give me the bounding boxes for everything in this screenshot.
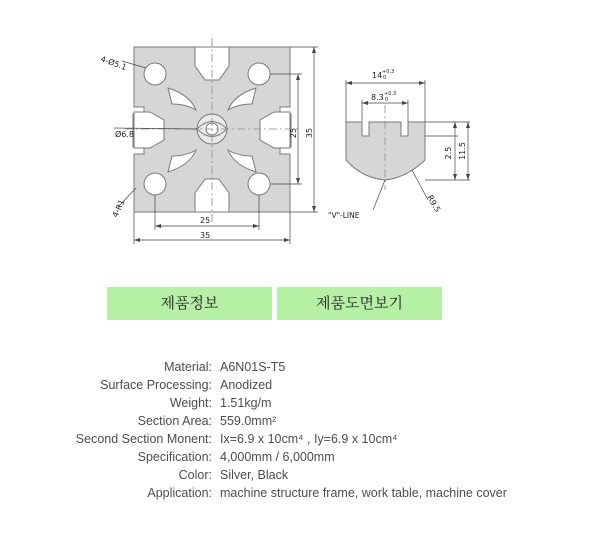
dim-right-inner: 25 [289, 127, 298, 139]
spec-row-surface [0, 378, 600, 396]
spec-row-second-moment [0, 432, 600, 450]
spec-label: Weight: [169, 396, 212, 410]
label-v-line: "V"-LINE [328, 211, 360, 220]
spec-row-weight [0, 396, 600, 414]
spec-row-specification [0, 450, 600, 468]
corner-hole [144, 173, 166, 195]
dim-width-inner: 8.3 [371, 93, 384, 102]
spec-value: A6N01S-T5 [220, 360, 286, 374]
label-center-hole: Ø6.8 [115, 130, 135, 139]
spec-label: Second Section Monent: [75, 432, 212, 446]
spec-row-color [0, 468, 600, 486]
spec-label: Application: [147, 486, 212, 500]
dim-height-large: 11.5 [458, 142, 467, 160]
spec-value: machine structure frame, work table, machine cover [220, 486, 507, 500]
tab-drawing-view[interactable]: 제품도면보기 [277, 287, 442, 320]
label-slot-radius: R9.5 [425, 193, 443, 214]
technical-drawing [0, 0, 600, 260]
spec-value: Ix=6.9 x 10cm⁴ , Iy=6.9 x 10cm⁴ [220, 432, 398, 446]
profile-cross-section [125, 38, 300, 222]
corner-hole [248, 173, 270, 195]
spec-value: Anodized [220, 378, 273, 392]
spec-row-section-area [0, 414, 600, 432]
spec-label: Surface Processing: [100, 378, 212, 392]
dim-right-outer: 35 [305, 127, 314, 139]
dim-width-top-tol-lower: 0 [383, 75, 387, 81]
dim-width-top-tol-upper: +0.3 [382, 69, 395, 75]
spec-row-application [0, 486, 600, 504]
dim-bottom-inner: 25 [200, 216, 211, 225]
label-radius: 4-R1 [110, 198, 127, 219]
spec-value: Silver, Black [220, 468, 289, 482]
spec-value: 1.51kg/m [220, 396, 272, 410]
spec-label: Section Area: [137, 414, 212, 428]
spec-label: Color: [178, 468, 212, 482]
dim-width-inner-tol-lower: 0 [385, 97, 389, 103]
corner-hole [144, 63, 166, 85]
spec-value: 559.0mm² [220, 414, 277, 428]
dim-width-top: 14 [372, 71, 383, 80]
spec-row-material [0, 360, 600, 378]
spec-value: 4,000mm / 6,000mm [220, 450, 335, 464]
corner-hole [248, 63, 270, 85]
label-holes: 4-Ø5.1 [99, 54, 128, 73]
spec-label: Specification: [137, 450, 212, 464]
dim-height-small: 2.5 [444, 146, 453, 160]
tab-product-info[interactable]: 제품정보 [107, 287, 272, 320]
spec-label: Material: [164, 360, 212, 374]
slot-detail [346, 105, 425, 190]
dim-bottom-outer: 35 [200, 231, 211, 240]
dim-width-inner-tol-upper: +0.3 [384, 91, 397, 97]
spec-table [0, 360, 600, 504]
